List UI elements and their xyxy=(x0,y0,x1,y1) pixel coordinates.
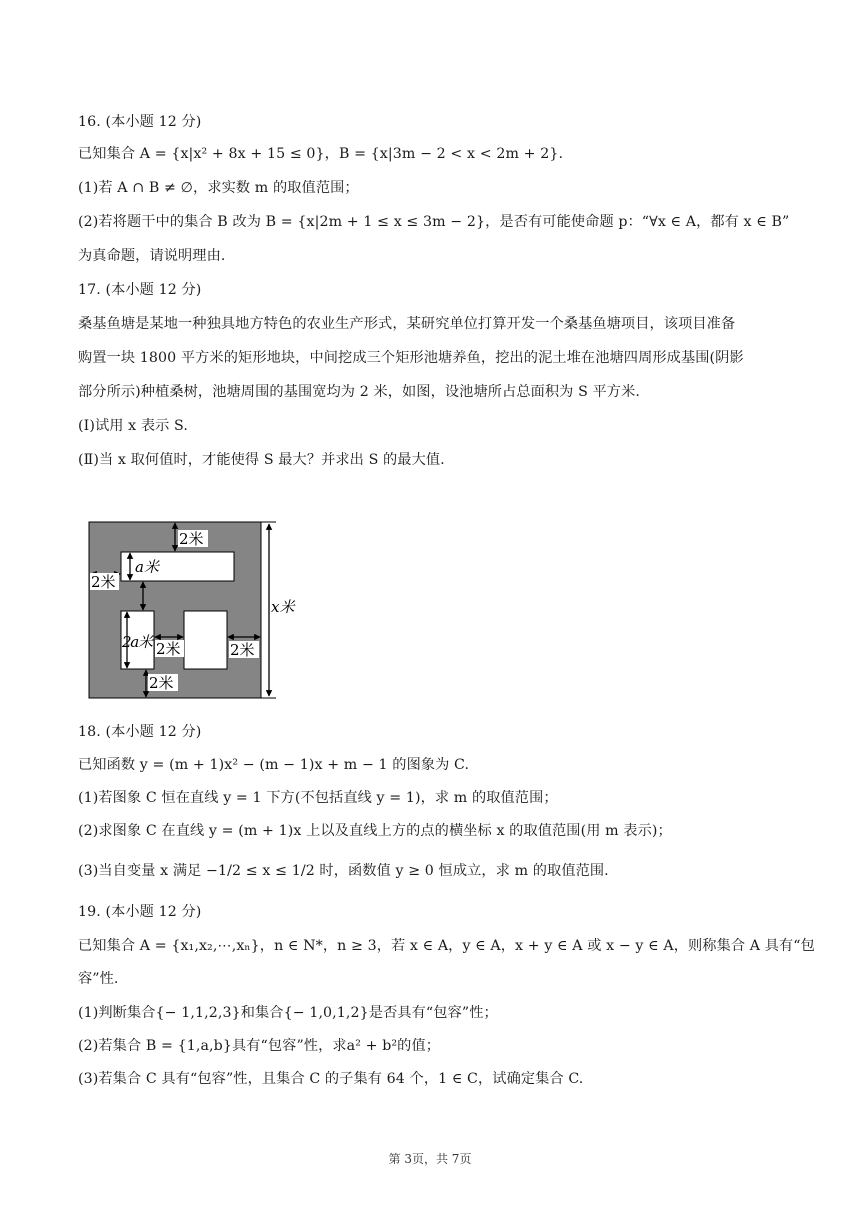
problem-18-part-2: (2)求图象 C 在直线 y = (m + 1)x 上以及直线上方的点的横坐标 x 的取值范围(用 m 表示)； xyxy=(78,823,672,839)
problem-16-part-2-cont: 为真命题，请说明理由. xyxy=(78,248,226,264)
problem-19-stem-cont: 容”性. xyxy=(78,971,119,987)
label-2a: 2a米 xyxy=(122,633,153,651)
problem-17-stem-3: 部分所示)种植桑树，池塘周围的基围宽均为 2 米，如图，设池塘所占总面积为 S 平方米. xyxy=(78,384,640,400)
label-x: x米 xyxy=(271,598,295,616)
problem-17-heading: 17. (本小题 12 分) xyxy=(78,282,202,298)
pond-diagram xyxy=(88,520,303,702)
problem-18-heading: 18. (本小题 12 分) xyxy=(78,724,202,740)
problem-18-stem: 已知函数 y = (m + 1)x² − (m − 1)x + m − 1 的图象为 C. xyxy=(78,757,470,773)
problem-19-part-1: (1)判断集合{− 1,1,2,3}和集合{− 1,0,1,2}是否具有“包容”性； xyxy=(78,1005,498,1021)
problem-17-part-2: (Ⅱ)当 x 取何值时，才能使得 S 最大？并求出 S 的最大值. xyxy=(78,452,445,468)
label-bottom-width: 2米 xyxy=(149,674,174,692)
problem-18-part-1: (1)若图象 C 恒在直线 y = 1 下方(不包括直线 y = 1)，求 m 的取值范围； xyxy=(78,790,558,806)
problem-16-heading: 16. (本小题 12 分) xyxy=(78,114,202,130)
problem-18-part-3: (3)当自变量 x 满足 −1/2 ≤ x ≤ 1/2 时，函数值 y ≥ 0 恒成立，求 m 的取值范围. xyxy=(78,863,609,879)
label-mid-width: 2米 xyxy=(156,640,181,658)
pond-bottom-right xyxy=(184,611,227,669)
problem-17-part-1: (Ⅰ)试用 x 表示 S. xyxy=(78,418,188,434)
problem-16-part-1: (1)若 A ∩ B ≠ ∅，求实数 m 的取值范围； xyxy=(78,180,359,196)
problem-16-stem: 已知集合 A = {x|x² + 8x + 15 ≤ 0}，B = {x|3m − 2 < x < 2m + 2}. xyxy=(78,146,564,162)
label-top-width: 2米 xyxy=(179,530,204,548)
label-a: a米 xyxy=(135,558,159,576)
page-footer: 第 3页，共 7页 xyxy=(388,1152,472,1166)
problem-19-part-2: (2)若集合 B = {1,a,b}具有“包容”性，求a² + b²的值； xyxy=(78,1038,441,1054)
label-right-width: 2米 xyxy=(230,641,255,659)
problem-19-part-3: (3)若集合 C 具有“包容”性，且集合 C 的子集有 64 个，1 ∈ C，试确定集合 C. xyxy=(78,1071,584,1087)
problem-19-heading: 19. (本小题 12 分) xyxy=(78,904,202,920)
problem-17-stem-2: 购置一块 1800 平方米的矩形地块，中间挖成三个矩形池塘养鱼，挖出的泥土堆在池塘四周形成基围(阴影 xyxy=(78,350,744,366)
problem-16-part-2: (2)若将题干中的集合 B 改为 B = {x|2m + 1 ≤ x ≤ 3m − 2}，是否有可能使命题 p：“∀x ∈ A，都有 x ∈ B” xyxy=(78,214,790,230)
label-left-width: 2米 xyxy=(91,573,116,591)
problem-19-stem: 已知集合 A = {x₁,x₂,⋯,xₙ}，n ∈ N*，n ≥ 3，若 x ∈ A，y ∈ A，x + y ∈ A 或 x − y ∈ A，则称集合 A 具有“包 xyxy=(78,938,815,954)
problem-17-stem-1: 桑基鱼塘是某地一种独具地方特色的农业生产形式，某研究单位打算开发一个桑基鱼塘项目，该项目准备 xyxy=(78,316,736,332)
